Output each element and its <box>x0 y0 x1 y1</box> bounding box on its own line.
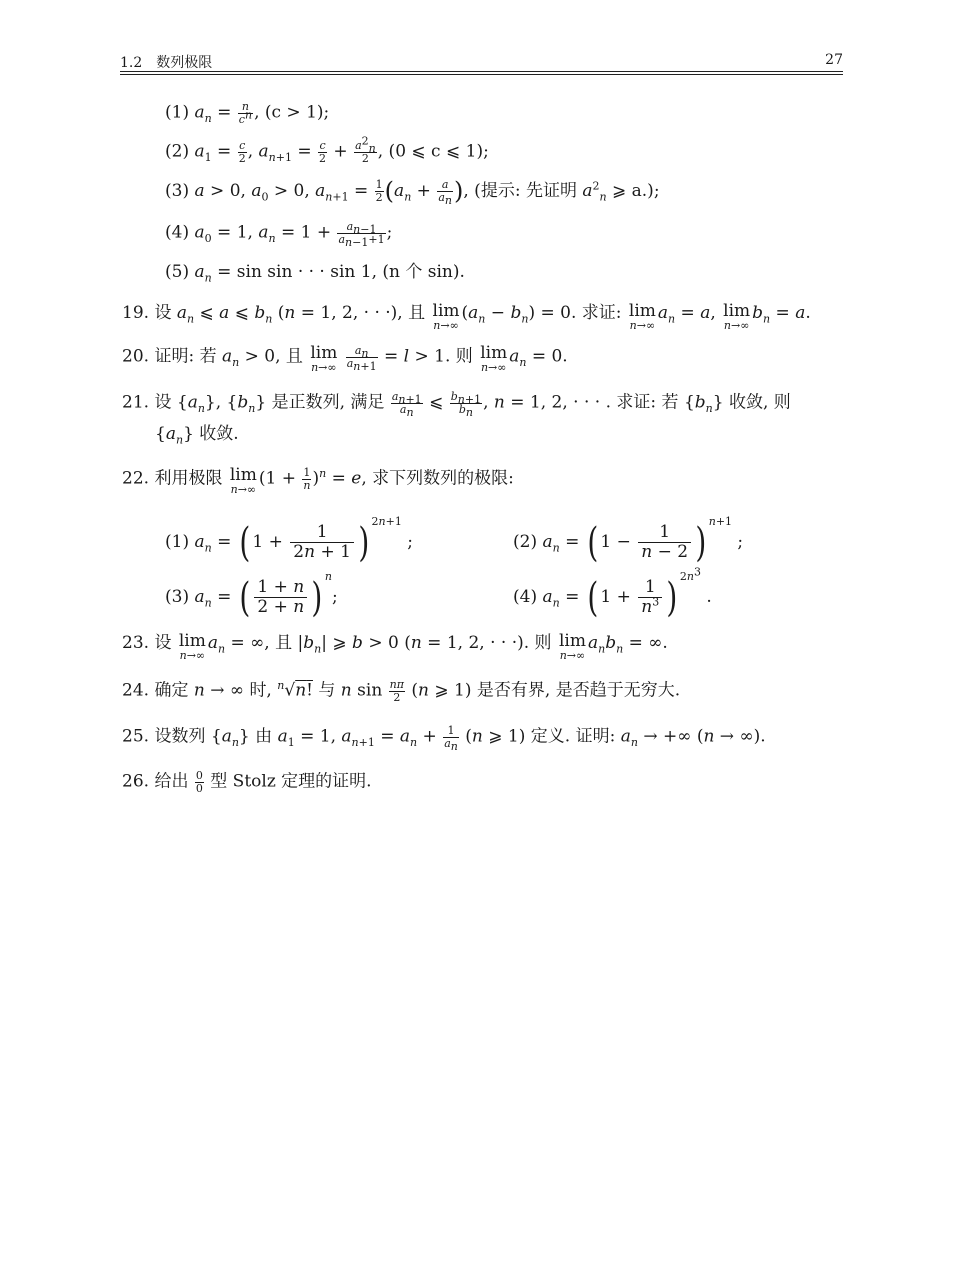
exercise-20: 20. 证明: 若 $a_n > 0$, 且 lim n→∞ $\frac{a_n}{a_{n+1}}$ = l > 1. 则 lim n→∞ $a_n = 0$. <box>122 343 568 374</box>
exercise-18-4: (4) $a_0 = 1$, $a_n = 1$ + $\frac{a_{n-1}}{a_{n-1}+1}$ ; <box>165 220 393 249</box>
page-number: 27 <box>825 52 843 68</box>
exercise-22-1: (1) $a_n$ = ( 1 + $\frac{1}{2n + 1}$ ) $^{2n+1}$ ; <box>165 515 413 566</box>
exercise-23: 23. 设 lim n→∞ $a_n$ = ∞, 且 $|b_n|$ ⩾ b > 0 (n = 1, 2, · · ·). 则 lim n→∞ $a_nb_n$ = ∞. <box>122 631 668 662</box>
exercise-22-2: (2) $a_n$ = ( 1 − $\frac{1}{n - 2}$ ) $^{n+1}$ ; <box>513 515 744 566</box>
section-title: 1.2 数列极限 <box>120 55 213 71</box>
exercise-22-4: (4) $a_n$ = ( 1 + $\frac{1}{n^3}$ ) $^{2n^3}$ . <box>513 565 712 621</box>
exercise-21-cont: $\{a_n\}$ 收敛. <box>155 424 239 447</box>
header-rule-bottom <box>120 74 843 75</box>
exercise-24: 24. 确定 n → ∞ 时, $^n$√n! 与 n sin $\frac{n\pi}{2}$ (n ⩾ 1) 是否有界, 是否趋于无穷大. <box>122 678 681 704</box>
running-head <box>120 50 843 72</box>
exercise-21: 21. 设 $\{a_n\}$, $\{b_n\}$ 是正数列, 满足 $\frac{a_{n+1}}{a_n}$ ⩽ $\frac{b_{n+1}}{b_n}$ , n = 1, 2, · · · . 求证: 若 $\{b_n\}$ 收敛, 则 <box>122 390 791 419</box>
exercise-25: 25. 设数列 $\{a_n\}$ 由 $a_1 = 1$, $a_{n+1} = a_n$ + $\frac{1}{a_n}$ (n ⩾ 1) 定义. 证明: $a_n$ → +∞ (n → ∞). <box>122 724 766 753</box>
exercise-19: 19. 设 $a_n$ ⩽ a ⩽ $b_n$ (n = 1, 2, · · ·), 且 lim n→∞ $(a_n - b_n) = 0$. 求证: lim n→∞ $a_n = a$, lim n→∞ $b_n = a$. <box>122 301 811 332</box>
exercise-26: 26. 给出 $\frac{0}{0}$ 型 Stolz 定理的证明. <box>122 769 372 795</box>
exercise-22: 22. 利用极限 lim n→∞ (1 + $\frac{1}{n}$ )$^n$ = e, 求下列数列的极限: <box>122 465 514 496</box>
header-rule-top <box>120 71 843 72</box>
exercise-18-3: (3) a > 0, $a_0 > 0$, $a_{n+1}$ = $\frac{1}{2}$ ($a_n$ + $\frac{a}{a_n}$ ), (提示: 先证明 $a^2_n$ ⩾ a.); <box>165 177 660 208</box>
exercise-22-3: (3) $a_n$ = ( $\frac{1 + n}{2 + n}$ ) $^n$; <box>165 570 338 621</box>
exercise-18-2: (2) $a_1$ = $\frac{c}{2}$ , $a_{n+1}$ = $\frac{c}{2}$ + $\frac{a^2_n}{2}$ , (0 ⩽ c ⩽ 1); <box>165 134 489 165</box>
exercise-18-5: (5) $a_n = \sin \sin$ · · · sin 1, (n 个 sin). <box>165 262 465 285</box>
exercise-18-1: (1) $a_n$ = $\frac{n}{c^n}$ , (c > 1); <box>165 100 330 126</box>
